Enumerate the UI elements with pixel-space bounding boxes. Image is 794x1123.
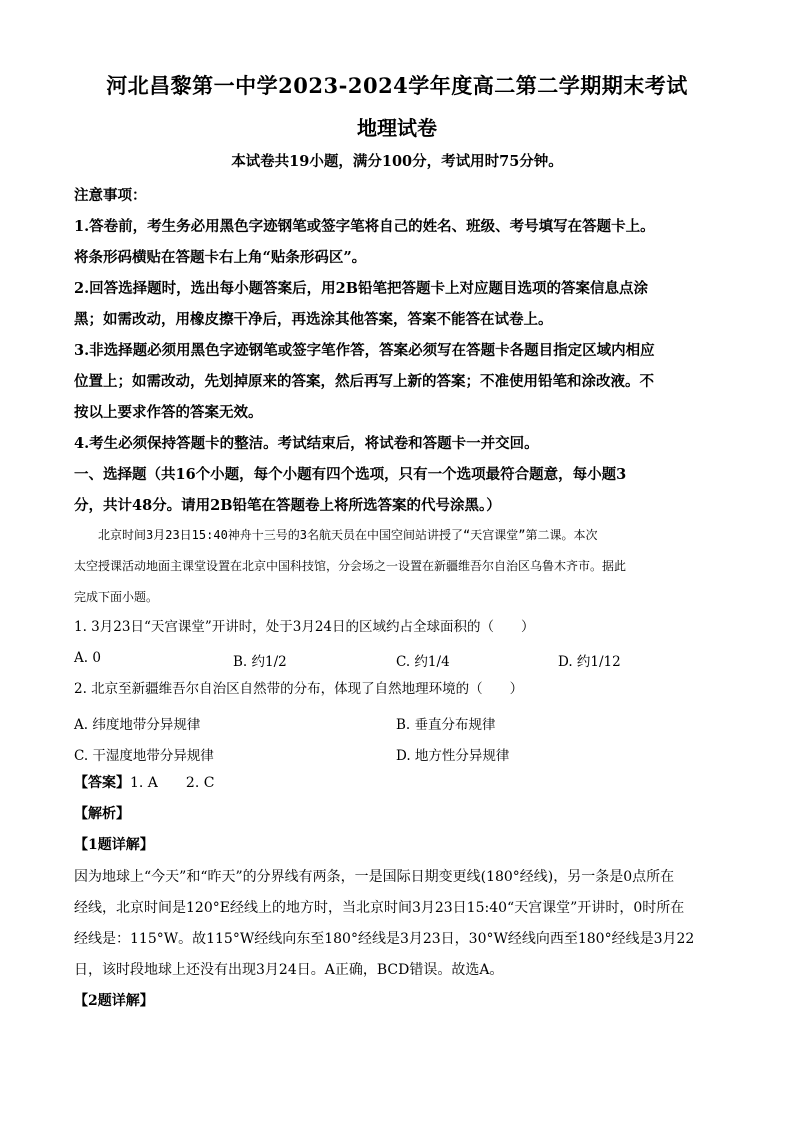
notice-line: 将条形码横贴在答题卡右上角“贴条形码区”。: [74, 249, 367, 266]
question-2-option-d: D. 地方性分异规律: [396, 748, 510, 764]
section-heading-line: 分，共计48分。请用2B铅笔在答题卷上将所选答案的代号涂黑。）: [74, 497, 501, 514]
notice-line: 1.答卷前，考生务必用黑色字迹钢笔或签字笔将自己的姓名、班级、考号填写在答题卡上。: [74, 218, 655, 235]
notice-line: 3.非选择题必须用黑色字迹钢笔或签字笔作答，答案必须写在答题卡各题目指定区域内相应: [74, 342, 655, 359]
question-2-option-c: C. 干湿度地带分异规律: [74, 748, 214, 764]
question-1-stem: 1. 3月23日“天宫课堂”开讲时，处于3月24日的区域约占全球面积的（ ）: [74, 619, 535, 635]
notice-line: 黑；如需改动，用橡皮擦干净后，再选涂其他答案，答案不能答在试卷上。: [74, 311, 553, 328]
detail-1-line: 日，该时段地球上还没有出现3月24日。A正确，BCD错误。故选A。: [74, 962, 504, 978]
notice-line: 按以上要求作答的答案无效。: [74, 404, 263, 421]
notice-block: [74, 180, 724, 521]
passage-line: 太空授课活动地面主课堂设置在北京中国科技馆，分会场之一设置在新疆维吾尔自治区乌鲁木齐市。据此: [74, 559, 627, 573]
detail-1-line: 因为地球上“今天”和“昨天”的分界线有两条，一是国际日期变更线(180°经线)，另一条是0点所在: [74, 869, 675, 885]
answer-label: 【答案】: [74, 775, 130, 791]
detail-1-label: 【1题详解】: [74, 837, 154, 853]
notice-line: 2.回答选择题时，选出每小题答案后，用2B铅笔把答题卡上对应题目选项的答案信息点涂: [74, 280, 648, 297]
exam-subject: 地理试卷: [357, 116, 437, 140]
passage-line: 北京时间3月23日15:40神舟十三号的3名航天员在中国空间站讲授了“天宫课堂”第二课。本次: [74, 528, 598, 542]
answer-value: 1. A 2. C: [130, 775, 215, 791]
detail-1-line: 经线是：115°W。故115°W经线向东至180°经线是3月23日，30°W经线向西至180°经线是3月22: [74, 931, 695, 947]
question-2-option-b: B. 垂直分布规律: [396, 717, 496, 733]
notice-line: 位置上；如需改动，先划掉原来的答案，然后再写上新的答案；不准使用铅笔和涂改液。不: [74, 373, 654, 390]
question-1-option-c: C. 约1/4: [396, 654, 450, 670]
notice-line: 4.考生必须保持答题卡的整洁。考试结束后，将试卷和答题卡一并交回。: [74, 435, 539, 452]
detail-2-label: 【2题详解】: [74, 993, 154, 1009]
question-1-option-b: B. 约1/2: [233, 654, 287, 670]
detail-1-text: [74, 862, 724, 986]
exam-intro: 本试卷共19小题，满分100分，考试用时75分钟。: [231, 153, 563, 170]
notice-heading: 注意事项：: [74, 187, 147, 204]
analysis-label: 【解析】: [74, 806, 130, 822]
section-heading-line: 一、选择题（共16个小题，每个小题有四个选项，只有一个选项最符合题意，每小题3: [74, 466, 627, 483]
question-1-option-a: A. 0: [74, 650, 101, 666]
detail-1-line: 经线，北京时间是120°E经线上的地方时，当北京时间3月23日15:40“天宫课堂”开讲时，0时所在: [74, 900, 685, 916]
question-2-option-a: A. 纬度地带分异规律: [74, 717, 201, 733]
reading-passage: [74, 520, 724, 613]
question-2-stem: 2. 北京至新疆维吾尔自治区自然带的分布，体现了自然地理环境的（ ）: [74, 681, 524, 697]
passage-line: 完成下面小题。: [74, 590, 159, 604]
question-1-option-d: D. 约1/12: [558, 654, 621, 670]
exam-title: 河北昌黎第一中学2023-2024学年度高二第二学期期末考试: [106, 73, 688, 98]
answer-line: [74, 768, 724, 799]
